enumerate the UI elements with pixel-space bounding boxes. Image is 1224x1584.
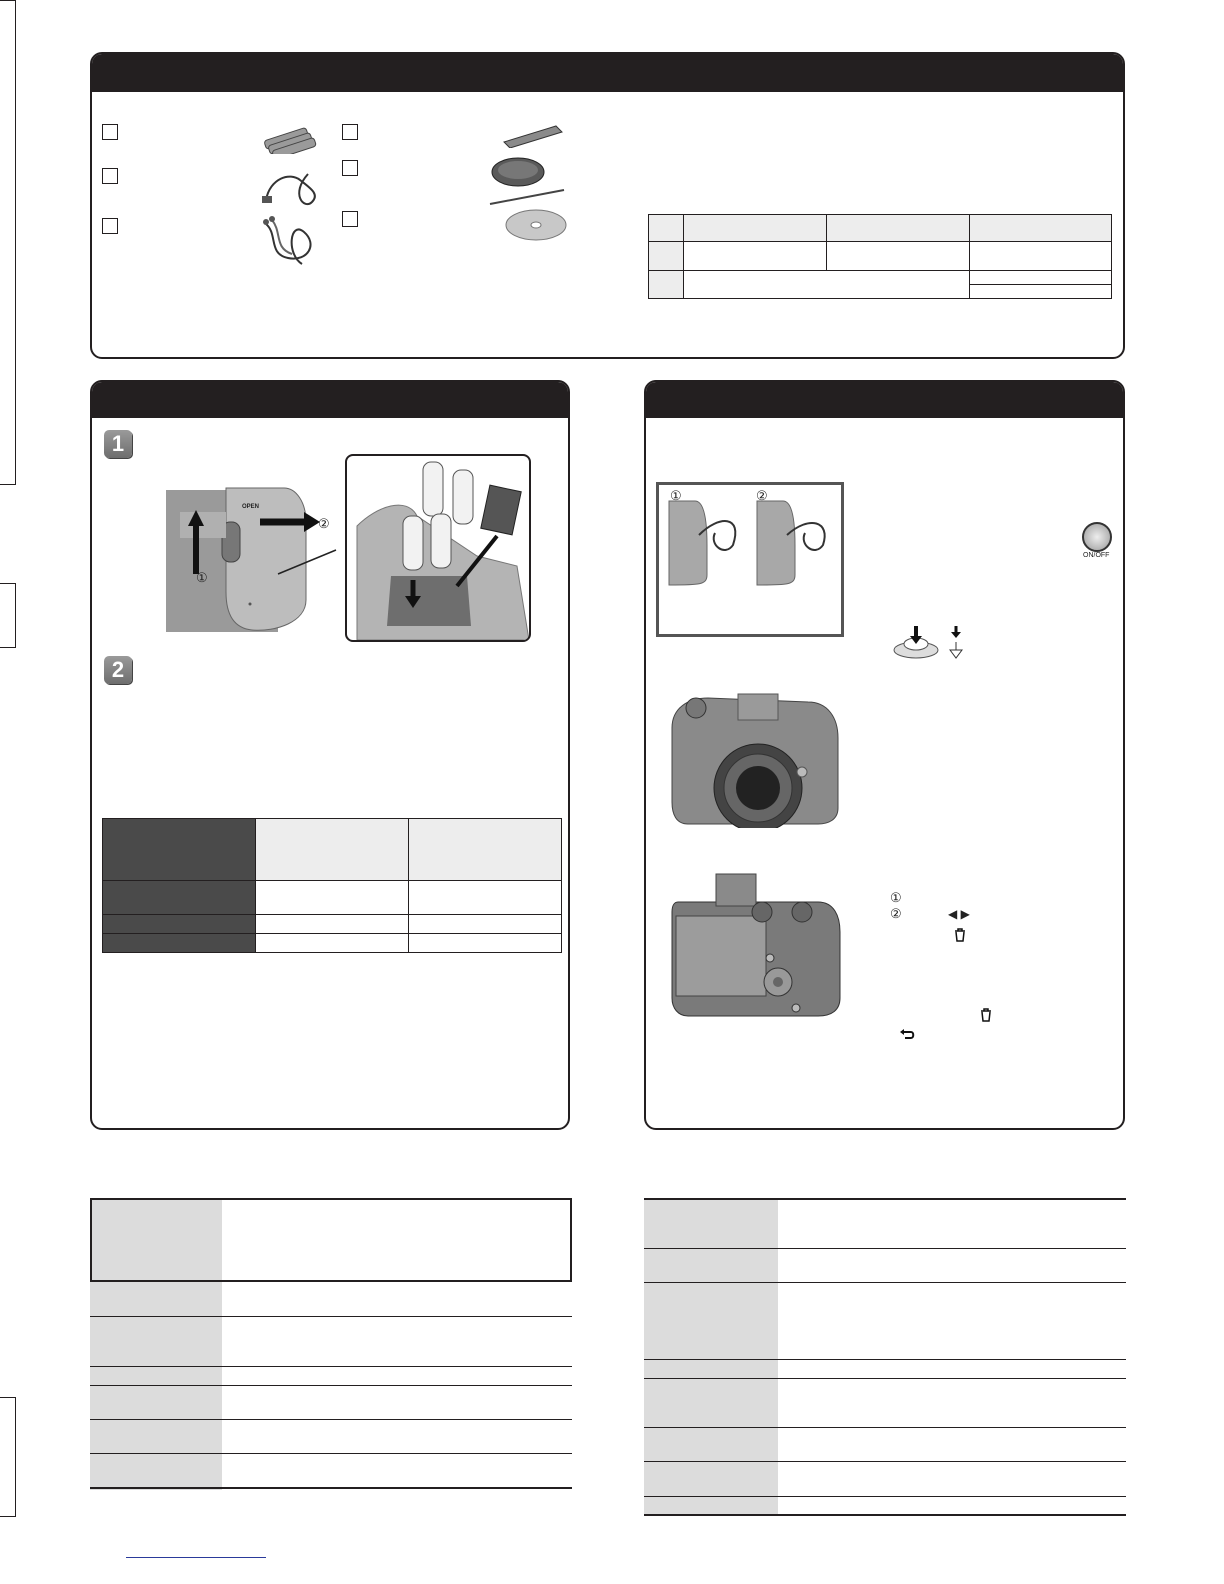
table-bottom-rule (644, 1514, 1126, 1516)
checkbox-batteries[interactable] (102, 124, 118, 140)
table-row-divider (644, 1282, 1126, 1283)
strap-inset (656, 482, 844, 637)
table-row-divider (90, 1453, 572, 1454)
strap-image (498, 120, 566, 148)
battery-panel-header (92, 382, 568, 418)
memory-table (102, 818, 562, 953)
table-row (649, 215, 1112, 242)
table-row-divider (644, 1461, 1126, 1462)
edge-tab-middle (0, 583, 16, 648)
shutter-press-icon (892, 624, 972, 660)
table-row-divider (90, 1316, 572, 1317)
parts-panel-header (646, 382, 1123, 418)
callout-1: ① (196, 570, 208, 585)
footer-link-underline[interactable] (126, 1557, 266, 1558)
checkbox-cd-rom[interactable] (342, 211, 358, 227)
step-1-badge: 1 (104, 430, 132, 458)
table-row-divider (90, 1419, 572, 1420)
checkbox-usb-cable[interactable] (102, 168, 118, 184)
strap-callout-2: ② (756, 488, 768, 503)
table-row-divider (644, 1248, 1126, 1249)
on-off-button[interactable] (1082, 522, 1112, 552)
table-bottom-rule (90, 1487, 572, 1489)
edge-tab-bottom (0, 1397, 16, 1517)
table-row-divider (644, 1496, 1126, 1497)
checkbox-lens-cap[interactable] (342, 160, 358, 176)
table-row-divider (90, 1366, 572, 1367)
battery-insertion-image (347, 456, 529, 640)
table-row-divider (644, 1427, 1126, 1428)
cd-rom-image (504, 208, 568, 242)
step-2-badge: 2 (104, 656, 132, 684)
strap-attach-image (659, 485, 841, 634)
trash-icon (953, 928, 967, 942)
battery-panel (90, 380, 570, 1130)
table-top-rule (644, 1198, 1126, 1200)
checkbox-av-cable[interactable] (102, 218, 118, 234)
table-row (649, 271, 1112, 285)
table-row (103, 819, 562, 881)
strap-callout-1: ① (670, 488, 682, 503)
battery-inset (345, 454, 531, 642)
av-cable-image (258, 214, 324, 268)
open-label: OPEN (242, 504, 260, 510)
parts-panel (644, 380, 1125, 1130)
return-icon (899, 1028, 915, 1040)
spec-left-top-box (90, 1198, 572, 1282)
spec-right-label-col (644, 1198, 778, 1516)
list-callout-2: ② (890, 906, 902, 921)
lens-cap-image (488, 150, 568, 210)
table-row (103, 934, 562, 953)
camera-front-image (668, 688, 848, 828)
on-off-label: ON/OFF (1083, 552, 1110, 559)
checkbox-strap[interactable] (342, 124, 358, 140)
batteries-image (260, 120, 324, 154)
table-row-divider (90, 1385, 572, 1386)
table-row (649, 242, 1112, 271)
edge-tab-top (0, 0, 16, 485)
list-callout-1: ① (890, 890, 902, 905)
cursor-arrows-icon: ◀ ▶ (948, 907, 970, 921)
table-row-divider (644, 1359, 1126, 1360)
spec-table-left (90, 1198, 572, 1490)
camera-back-image (668, 872, 848, 1022)
trash-icon (979, 1008, 993, 1022)
table-row (103, 915, 562, 934)
spec-table-right (644, 1198, 1126, 1518)
accessories-panel (90, 52, 1125, 359)
accessory-table (648, 214, 1112, 299)
callout-2: ② (318, 516, 330, 531)
accessories-panel-header (92, 54, 1123, 92)
table-row-divider (644, 1378, 1126, 1379)
usb-cable-image (260, 164, 324, 208)
table-row (103, 881, 562, 915)
